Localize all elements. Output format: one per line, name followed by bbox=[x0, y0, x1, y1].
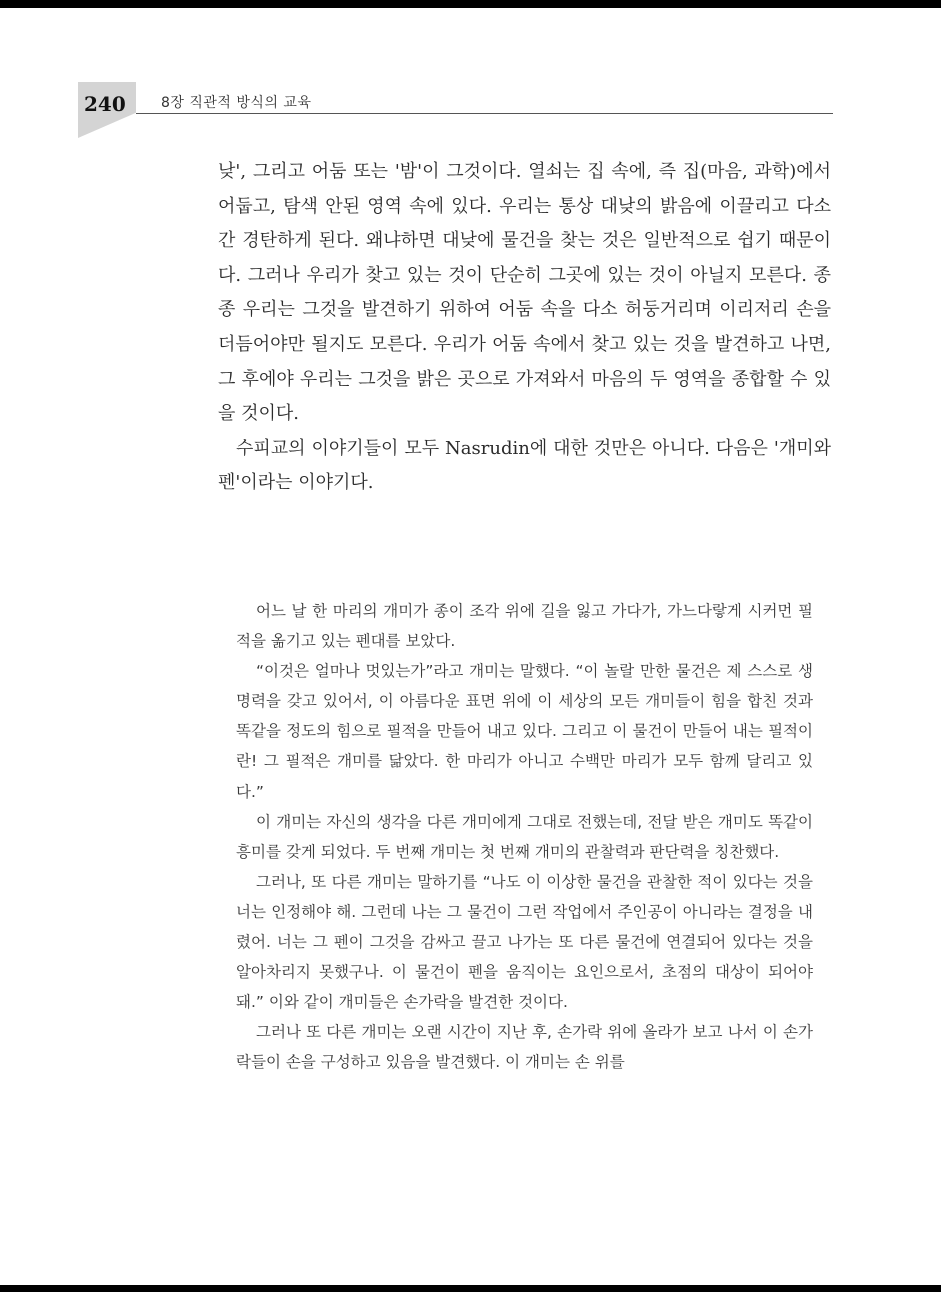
body-paragraph: 낮', 그리고 어둠 또는 '밤'이 그것이다. 열쇠는 집 속에, 즉 집(마음, 과학)에서 어둡고, 탐색 안된 영역 속에 있다. 우리는 통상 대낮의 밝음에 이끌리고 다소간 경탄하게 된다. 왜냐하면 대낮에 물건을 찾는 것은 일반적으로 쉽기 때문이다. 그러나 우리가 찾고 있는 것이 단순히 그곳에 있는 것이 아닐지 모른다. 종종 우리는 그것을 발견하기 위하여 어둠 속을 다소 허둥거리며 이리저리 손을 더듬어야만 될지도 모른다. 우리가 어둠 속에서 찾고 있는 것을 발견하고 나면, 그 후에야 우리는 그것을 밝은 곳으로 가져와서 마음의 두 영역을 종합할 수 있을 것이다. bbox=[218, 161, 831, 425]
story-paragraph: 그러나 또 다른 개미는 오랜 시간이 지난 후, 손가락 위에 올라가 보고 나서 이 손가락들이 손을 구성하고 있음을 발견했다. 이 개미는 손 위를 bbox=[236, 1023, 813, 1072]
story-paragraph: 그러나, 또 다른 개미는 말하기를 “나도 이 이상한 물건을 관찰한 적이 있다는 것을 너는 인정해야 해. 그런데 나는 그 물건이 그런 작업에서 주인공이 아니라는 결정을 내렸어. 너는 그 펜이 그것을 감싸고 끌고 나가는 또 다른 물건에 연결되어 있다는 것을 알아차리지 못했구나. 이 물건이 펜을 움직이는 요인으로서, 초점의 대상이 되어야 돼.” 이와 같이 개미들은 손가락을 발견한 것이다. bbox=[236, 872, 813, 1012]
story-paragraph: “이것은 얼마나 멋있는가”라고 개미는 말했다. “이 놀랄 만한 물건은 제 스스로 생명력을 갖고 있어서, 이 아름다운 표면 위에 이 세상의 모든 개미들이 힘을 합친 것과 똑같을 정도의 힘으로 필적을 만들어 내고 있다. 그리고 이 물건이 만들어 내는 필적이란! 그 필적은 개미를 닮았다. 한 마리가 아니고 수백만 마리가 모두 함께 달리고 있다.” bbox=[236, 662, 813, 801]
main-body-text bbox=[218, 155, 831, 501]
bottom-border bbox=[0, 1285, 941, 1292]
story-block bbox=[236, 596, 813, 1078]
body-paragraph: 수피교의 이야기들이 모두 Nasrudin에 대한 것만은 아니다. 다음은 '개미와 펜'이라는 이야기다. bbox=[218, 437, 831, 494]
story-paragraph: 어느 날 한 마리의 개미가 종이 조각 위에 길을 잃고 가다가, 가느다랗게 시커먼 필적을 옮기고 있는 펜대를 보았다. bbox=[236, 602, 813, 651]
running-header bbox=[0, 82, 941, 138]
top-border bbox=[0, 0, 941, 8]
story-paragraph: 이 개미는 자신의 생각을 다른 개미에게 그대로 전했는데, 전달 받은 개미도 똑같이 흥미를 갖게 되었다. 두 번째 개미는 첫 번째 개미의 관찰력과 판단력을 칭찬했다. bbox=[236, 812, 813, 861]
page-number: 240 bbox=[84, 92, 126, 116]
chapter-title: 8장 직관적 방식의 교육 bbox=[161, 95, 312, 111]
header-rule bbox=[136, 113, 833, 114]
